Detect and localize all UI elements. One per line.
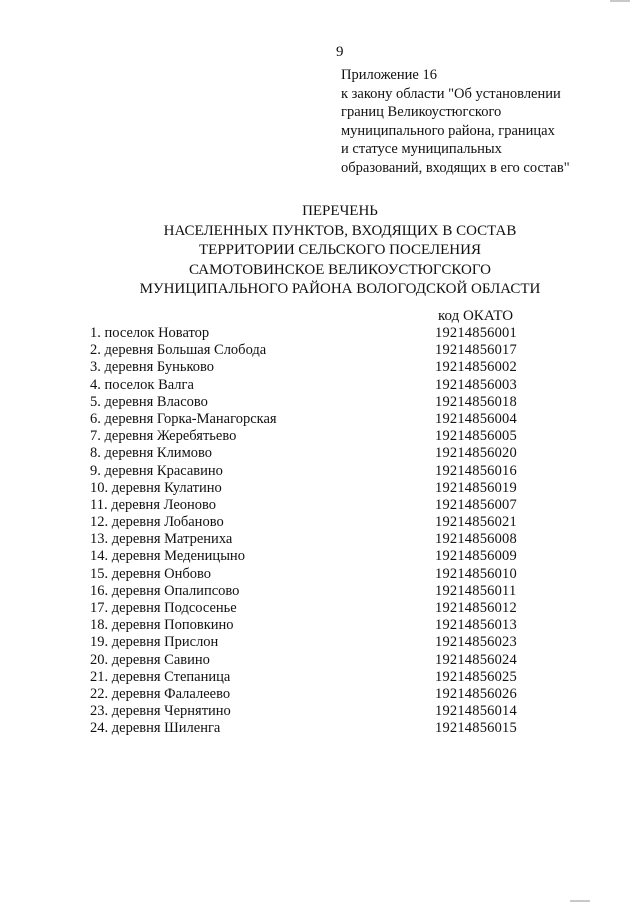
settlement-name: 24. деревня Шиленга bbox=[90, 720, 221, 737]
list-item bbox=[90, 325, 550, 342]
okato-code: 19214856014 bbox=[435, 703, 517, 720]
title-line: САМОТОВИНСКОЕ ВЕЛИКОУСТЮГСКОГО bbox=[189, 261, 491, 278]
title-line: ТЕРРИТОРИИ СЕЛЬСКОГО ПОСЕЛЕНИЯ bbox=[199, 242, 481, 258]
okato-code: 19214856018 bbox=[435, 393, 517, 410]
page-number: 9 bbox=[336, 44, 344, 60]
settlement-name: 11. деревня Леоново bbox=[90, 496, 217, 513]
settlement-name: 12. деревня Лобаново bbox=[90, 514, 224, 531]
annex-line: муниципального района, границах bbox=[341, 122, 555, 139]
list-item bbox=[90, 394, 550, 411]
okato-code: 19214856002 bbox=[435, 359, 517, 376]
settlement-name: 18. деревня Поповкино bbox=[90, 617, 234, 634]
list-item bbox=[90, 669, 550, 686]
settlement-name: 16. деревня Опалипсово bbox=[90, 582, 240, 599]
settlement-name: 2. деревня Большая Слобода bbox=[90, 342, 267, 359]
list-item bbox=[90, 548, 550, 565]
okato-code: 19214856009 bbox=[435, 548, 517, 565]
list-item bbox=[90, 566, 550, 583]
list-item bbox=[90, 634, 550, 651]
okato-code: 19214856013 bbox=[435, 617, 517, 634]
settlement-name: 10. деревня Кулатино bbox=[90, 479, 222, 496]
okato-code: 19214856012 bbox=[435, 600, 517, 616]
okato-code: 19214856004 bbox=[435, 410, 517, 427]
okato-code: 19214856001 bbox=[435, 325, 517, 341]
annex-line: к закону области "Об установлении bbox=[341, 85, 561, 102]
settlement-name: 19. деревня Прислон bbox=[90, 634, 219, 651]
list-item bbox=[90, 359, 550, 376]
settlement-name: 8. деревня Климово bbox=[90, 445, 212, 462]
settlement-name: 17. деревня Подсосенье bbox=[90, 600, 237, 616]
okato-code: 19214856024 bbox=[435, 651, 517, 668]
annex-line: границ Великоустюгского bbox=[341, 104, 502, 120]
settlement-name: 7. деревня Жеребятьево bbox=[90, 428, 237, 445]
settlement-name: 14. деревня Меденицыно bbox=[90, 548, 245, 565]
list-item bbox=[90, 652, 550, 669]
list-item bbox=[90, 445, 550, 462]
okato-code: 19214856025 bbox=[435, 668, 517, 685]
annex-line: образований, входящих в его состав" bbox=[341, 159, 570, 176]
scan-artifact-top bbox=[610, 0, 630, 2]
settlement-name: 23. деревня Чернятино bbox=[90, 703, 231, 720]
list-item bbox=[90, 617, 550, 634]
okato-code: 19214856017 bbox=[435, 342, 517, 359]
settlement-name: 3. деревня Буньково bbox=[90, 359, 215, 376]
settlement-name: 22. деревня Фалалеево bbox=[90, 685, 231, 702]
okato-code: 19214856007 bbox=[435, 496, 517, 513]
list-item bbox=[90, 720, 550, 737]
list-item bbox=[90, 703, 550, 720]
annex-line: Приложение 16 bbox=[341, 67, 437, 83]
okato-column-header: код ОКАТО bbox=[438, 308, 514, 324]
settlement-name: 1. поселок Новатор bbox=[90, 325, 210, 341]
okato-code: 19214856008 bbox=[435, 531, 517, 548]
settlement-name: 9. деревня Красавино bbox=[90, 462, 223, 479]
list-item bbox=[90, 686, 550, 703]
okato-code: 19214856016 bbox=[435, 462, 517, 479]
list-item bbox=[90, 600, 550, 617]
list-item bbox=[90, 514, 550, 531]
list-item bbox=[90, 497, 550, 514]
okato-code: 19214856020 bbox=[435, 445, 517, 462]
list-item bbox=[90, 480, 550, 497]
list-item bbox=[90, 428, 550, 445]
list-item bbox=[90, 342, 550, 359]
list-item bbox=[90, 531, 550, 548]
title-line: ПЕРЕЧЕНЬ bbox=[302, 203, 378, 219]
okato-code: 19214856011 bbox=[435, 582, 517, 599]
list-item bbox=[90, 583, 550, 600]
okato-code: 19214856023 bbox=[435, 634, 517, 651]
settlement-name: 20. деревня Савино bbox=[90, 651, 210, 668]
title-line: МУНИЦИПАЛЬНОГО РАЙОНА ВОЛОГОДСКОЙ ОБЛАСТИ bbox=[139, 281, 541, 297]
okato-code: 19214856003 bbox=[435, 376, 517, 393]
okato-code: 19214856015 bbox=[435, 720, 517, 737]
scan-artifact-bottom bbox=[570, 900, 590, 902]
annex-line: и статусе муниципальных bbox=[341, 141, 502, 157]
settlement-list bbox=[90, 325, 550, 738]
list-item bbox=[90, 411, 550, 428]
okato-code: 19214856019 bbox=[435, 479, 517, 496]
settlement-name: 13. деревня Матрениха bbox=[90, 531, 233, 548]
list-item bbox=[90, 463, 550, 480]
okato-code: 19214856021 bbox=[435, 514, 517, 531]
document-title bbox=[100, 202, 580, 300]
okato-code: 19214856005 bbox=[435, 428, 517, 445]
list-item bbox=[90, 377, 550, 394]
settlement-name: 21. деревня Степаница bbox=[90, 668, 231, 685]
title-line: НАСЕЛЕННЫХ ПУНКТОВ, ВХОДЯЩИХ В СОСТАВ bbox=[163, 222, 517, 239]
okato-code: 19214856010 bbox=[435, 565, 517, 582]
settlement-name: 5. деревня Власово bbox=[90, 393, 208, 410]
okato-code: 19214856026 bbox=[435, 685, 517, 702]
settlement-name: 6. деревня Горка-Манагорская bbox=[90, 410, 277, 427]
settlement-name: 15. деревня Онбово bbox=[90, 565, 212, 582]
annex-block bbox=[341, 66, 601, 177]
settlement-name: 4. поселок Валга bbox=[90, 376, 194, 393]
